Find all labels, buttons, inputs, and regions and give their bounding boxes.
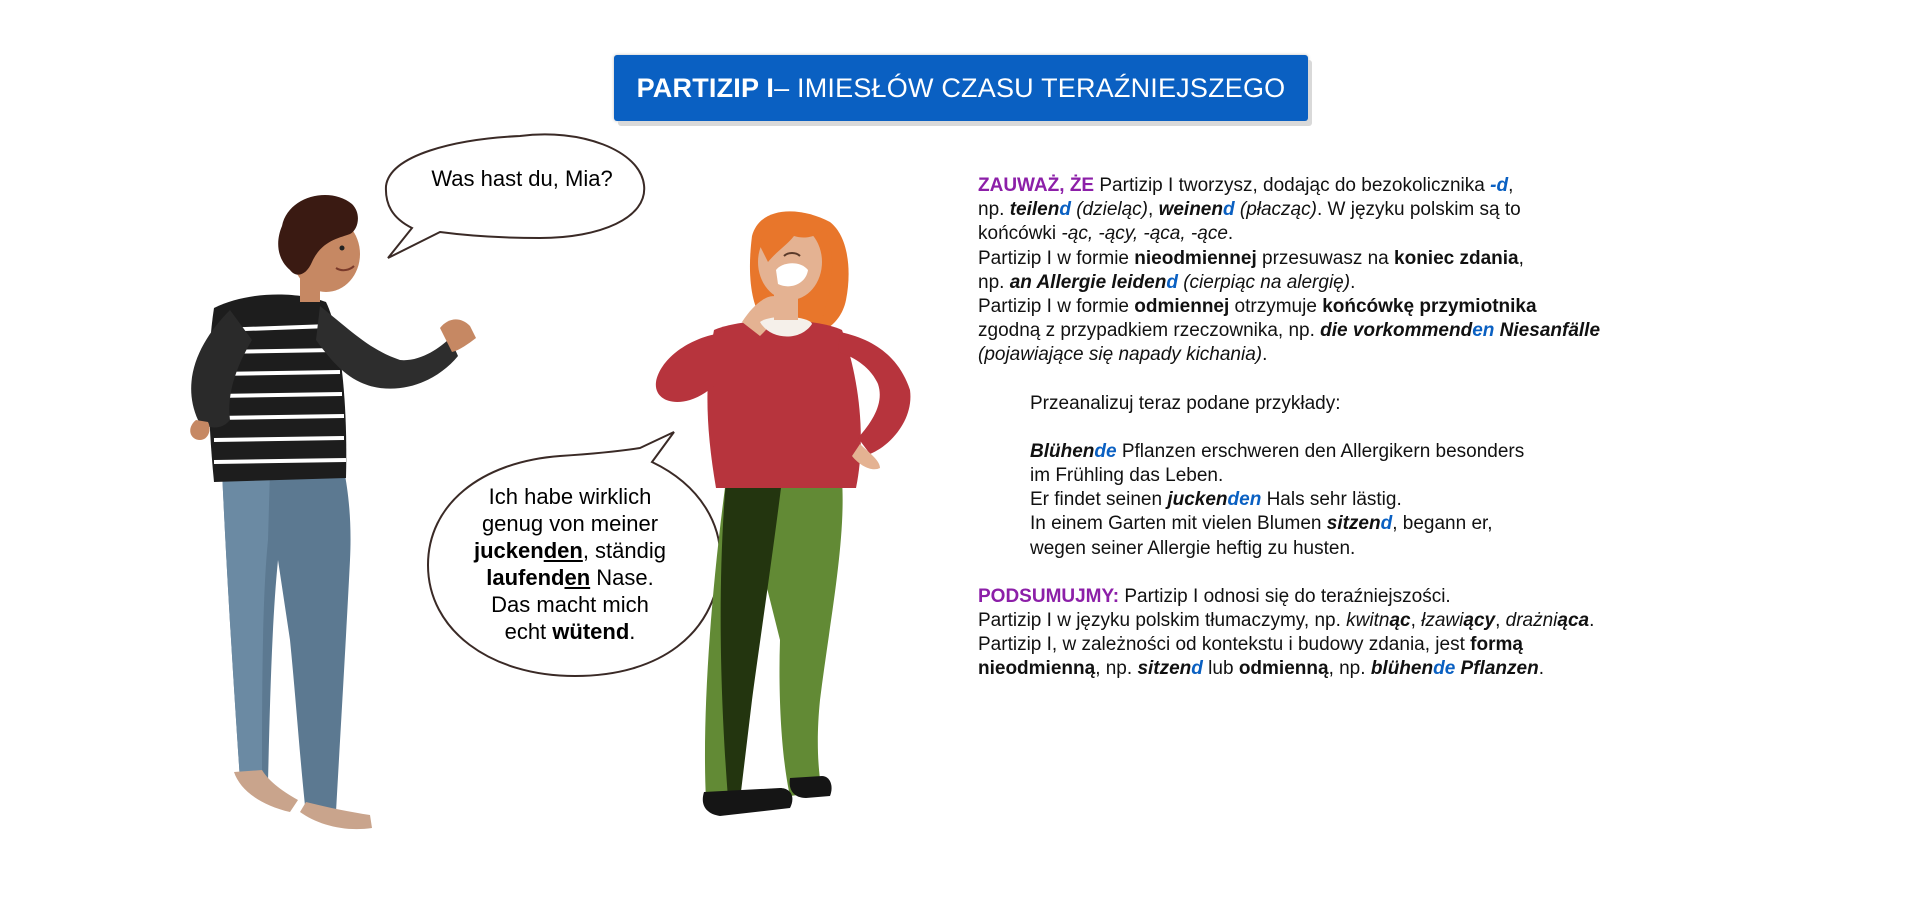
note-text: Partizip I tworzysz, dodając do bezokolicznika bbox=[1094, 175, 1491, 196]
polish-ending: ący bbox=[1463, 610, 1496, 632]
note-text: lub bbox=[1202, 658, 1239, 680]
speech-word-ending: en bbox=[564, 565, 591, 590]
example-ending: de bbox=[1433, 658, 1456, 680]
note-paragraph bbox=[978, 222, 1878, 246]
keyword: odmiennej bbox=[1134, 296, 1230, 318]
note-paragraph bbox=[978, 247, 1878, 271]
note-text: . bbox=[1227, 223, 1234, 245]
translation: (cierpiąc na alergię) bbox=[1177, 271, 1351, 293]
note-text: Hals sehr lästig. bbox=[1261, 489, 1402, 511]
girl-speech-line: genug von meiner bbox=[481, 511, 659, 536]
note-text: , bbox=[1518, 247, 1524, 269]
boy-speech-text: Was hast du, Mia? bbox=[431, 166, 613, 191]
note-text: , bbox=[1508, 175, 1514, 196]
translation: (płacząc) bbox=[1234, 199, 1317, 221]
note-label: ZAUWAŻ, ŻE bbox=[978, 175, 1095, 196]
keyword: koniec zdania bbox=[1394, 247, 1519, 269]
girl-speech-line: Ich habe wirklich bbox=[488, 484, 652, 509]
note-text: przesuwasz na bbox=[1256, 247, 1395, 269]
note-text: Er findet seinen bbox=[1030, 489, 1168, 511]
summary-label: PODSUMUJMY: bbox=[978, 585, 1120, 607]
example-word: Niesanfälle bbox=[1494, 320, 1601, 342]
note-paragraph bbox=[978, 295, 1878, 319]
example-sentence bbox=[1030, 440, 1878, 464]
example-sentence: im Frühling das Leben. bbox=[1030, 465, 1224, 487]
note-paragraph bbox=[978, 319, 1878, 343]
note-paragraph bbox=[978, 174, 1878, 198]
speech-text: echt bbox=[504, 619, 553, 644]
example-word: blühen bbox=[1370, 658, 1434, 680]
note-paragraph bbox=[978, 198, 1878, 222]
speech-text: . bbox=[629, 619, 636, 644]
summary-paragraph bbox=[978, 657, 1878, 681]
example-ending: d bbox=[1166, 271, 1178, 293]
translation: (pojawiające się napady kichania) bbox=[978, 344, 1263, 366]
example-word: sitzen bbox=[1137, 658, 1192, 680]
note-text: , bbox=[1148, 199, 1159, 221]
keyword: nieodmienną bbox=[978, 658, 1096, 680]
speech-word: jucken bbox=[474, 538, 544, 563]
summary-paragraph bbox=[978, 633, 1878, 657]
note-text: Partizip I w formie bbox=[978, 296, 1135, 318]
example-word: teilen bbox=[1009, 199, 1060, 221]
title-rest: – IMIESŁÓW CZASU TERAŹNIEJSZEGO bbox=[774, 72, 1286, 103]
speech-word-ending: den bbox=[543, 538, 583, 563]
note-paragraph bbox=[978, 343, 1878, 367]
keyword: nieodmiennej bbox=[1134, 247, 1257, 269]
note-paragraph bbox=[978, 271, 1878, 295]
girl-speech-line bbox=[440, 564, 700, 591]
polish-endings: -ąc, -ący, -ąca, -ące bbox=[1061, 223, 1228, 245]
examples-intro: Przeanalizuj teraz podane przykłady: bbox=[1030, 392, 1341, 414]
example-ending: en bbox=[1472, 320, 1495, 342]
example-sentence: wegen seiner Allergie heftig zu husten. bbox=[1030, 537, 1356, 559]
girl-speech-line: Das macht mich bbox=[491, 592, 649, 617]
polish-word: drażni bbox=[1505, 610, 1558, 632]
keyword: formą bbox=[1470, 634, 1523, 656]
example-word: jucken bbox=[1167, 489, 1228, 511]
example-word: weinen bbox=[1158, 199, 1223, 221]
note-text: . bbox=[1350, 271, 1356, 293]
note-text: końcówki bbox=[978, 223, 1062, 245]
polish-ending: ąc bbox=[1389, 610, 1411, 632]
example-ending: d bbox=[1380, 513, 1393, 535]
example-word: sitzen bbox=[1326, 513, 1381, 535]
note-text: otrzymuje bbox=[1229, 296, 1323, 318]
example-word: Blühen bbox=[1030, 440, 1095, 462]
polish-word: kwitn bbox=[1346, 610, 1390, 632]
suffix-highlight: -d bbox=[1490, 175, 1509, 196]
polish-ending: ąca bbox=[1557, 610, 1590, 632]
note-text: np. bbox=[978, 271, 1010, 293]
note-text: Partizip I, w zależności od kontekstu i budowy zdania, jest bbox=[978, 634, 1471, 656]
speech-text: Nase. bbox=[590, 565, 654, 590]
example-ending: d bbox=[1059, 199, 1071, 221]
keyword: odmienną bbox=[1238, 658, 1329, 680]
example-word: an Allergie leiden bbox=[1009, 271, 1167, 293]
example-ending: d bbox=[1222, 199, 1235, 221]
note-text: . bbox=[1538, 658, 1544, 680]
speech-bubble-boy bbox=[386, 134, 644, 258]
speech-text: , ständig bbox=[582, 538, 666, 563]
note-text: zgodną z przypadkiem rzeczownika, np. bbox=[978, 320, 1321, 342]
note-text: np. bbox=[978, 199, 1010, 221]
polish-word: łzawi bbox=[1421, 610, 1464, 632]
translation: (dzieląc) bbox=[1070, 199, 1149, 221]
example-sentence bbox=[1030, 512, 1878, 536]
girl-speech-line bbox=[440, 537, 700, 564]
note-text: . bbox=[1589, 610, 1595, 632]
note-text: . bbox=[1262, 344, 1268, 366]
speech-word: wütend bbox=[552, 619, 630, 644]
note-text: , begann er, bbox=[1392, 513, 1493, 535]
note-text: . W języku polskim są to bbox=[1316, 199, 1521, 221]
girl-speech-line bbox=[440, 618, 700, 645]
summary-paragraph bbox=[978, 585, 1878, 609]
title-bold: PARTIZIP I bbox=[636, 72, 775, 103]
keyword: końcówkę przymiotnika bbox=[1322, 296, 1537, 318]
example-word: die vorkommend bbox=[1320, 320, 1473, 342]
note-text: Pflanzen erschweren den Allergikern besonders bbox=[1116, 440, 1525, 462]
note-text: , np. bbox=[1328, 658, 1371, 680]
example-ending: d bbox=[1191, 658, 1203, 680]
note-text: , np. bbox=[1095, 658, 1138, 680]
note-text: In einem Garten mit vielen Blumen bbox=[1030, 513, 1327, 535]
boy-figure bbox=[190, 195, 476, 829]
note-text: , bbox=[1410, 610, 1422, 632]
speech-word-part: d bbox=[551, 565, 565, 590]
example-word: Pflanzen bbox=[1455, 658, 1539, 680]
note-text: Partizip I w formie bbox=[978, 247, 1135, 269]
note-text: , bbox=[1495, 610, 1506, 632]
summary-paragraph bbox=[978, 609, 1878, 633]
example-ending: den bbox=[1227, 489, 1262, 511]
example-ending: de bbox=[1094, 440, 1117, 462]
grammar-notes bbox=[978, 174, 1878, 682]
note-text: Partizip I w języku polskim tłumaczymy, np. bbox=[978, 610, 1347, 632]
speech-word: laufen bbox=[486, 565, 552, 590]
note-text: Partizip I odnosi się do teraźniejszości. bbox=[1119, 585, 1451, 607]
girl-speech-text bbox=[440, 483, 700, 645]
example-sentence bbox=[1030, 488, 1878, 512]
